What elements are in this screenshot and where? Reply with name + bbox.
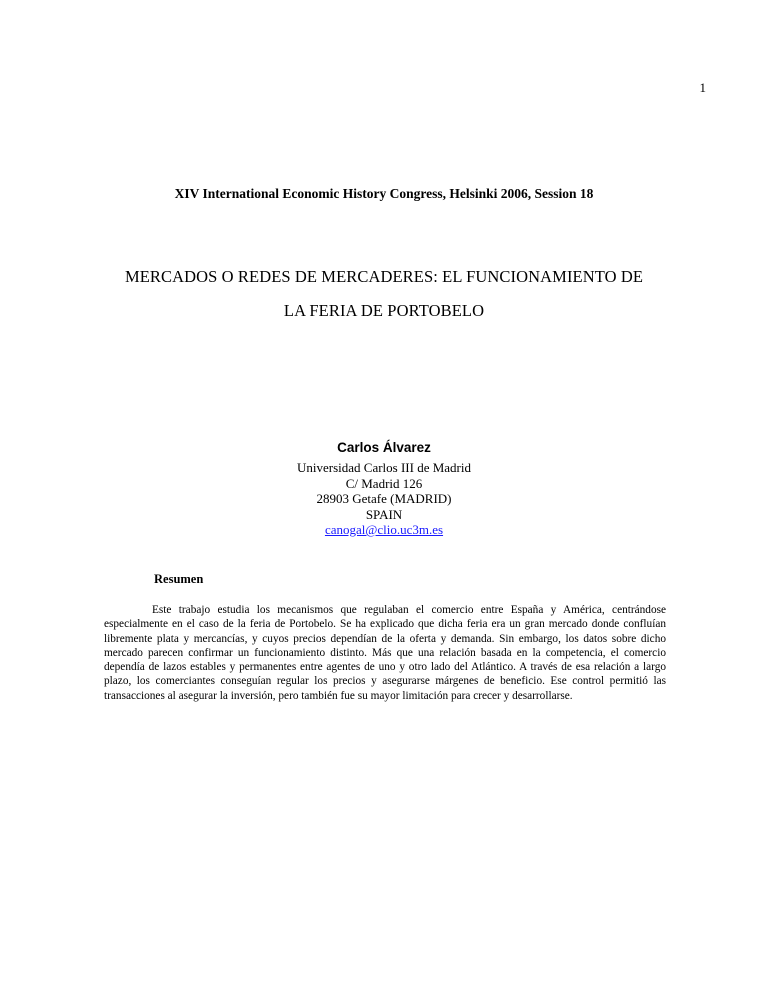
institution: Universidad Carlos III de Madrid (296, 460, 471, 475)
conference-line: XIV International Economic History Congress, Helsinki 2006, Session 18 (174, 186, 594, 201)
abstract-text: Este trabajo estudia los mecanismos que regulaban el comercio entre España y América, centrándose especialmente en el caso de la feria de Portobelo. Se ha explicado que dicha feria era un gran mercado donde confluían libremente plata y mercancías, y cuyos precios dependían de la oferta y demanda. Sin embargo, los datos sobre dicho mercado parecen confirmar un funcionamiento distinto. Más que una relación basada en la competencia, el comercio dependía de lazos estables y permanentes entre agentes de uno y otro lado del Atlántico. A través de esa relación a largo plazo, los comerciantes conseguían regular los precios y asegurarse márgenes de beneficio. Ese control permitió las transacciones al asegurar la inversión, pero también fue su mayor limitación para crecer y desarrollarse. (104, 604, 666, 702)
title-line-2: LA FERIA DE PORTOBELO (283, 301, 485, 320)
country: SPAIN (365, 506, 403, 522)
email-link[interactable]: canogal@clio.uc3m.es (324, 522, 444, 537)
abstract-heading: Resumen (154, 572, 204, 586)
title-line-1: MERCADOS O REDES DE MERCADERES: EL FUNCIONAMIENTO DE (124, 267, 644, 286)
city-address: 28903 Getafe (MADRID) (316, 491, 452, 506)
author-name: Carlos Álvarez (337, 440, 431, 455)
street-address: C/ Madrid 126 (345, 475, 423, 491)
page-number: 1 (699, 80, 706, 95)
paper-title (0, 260, 768, 328)
author-affiliation (0, 460, 768, 538)
